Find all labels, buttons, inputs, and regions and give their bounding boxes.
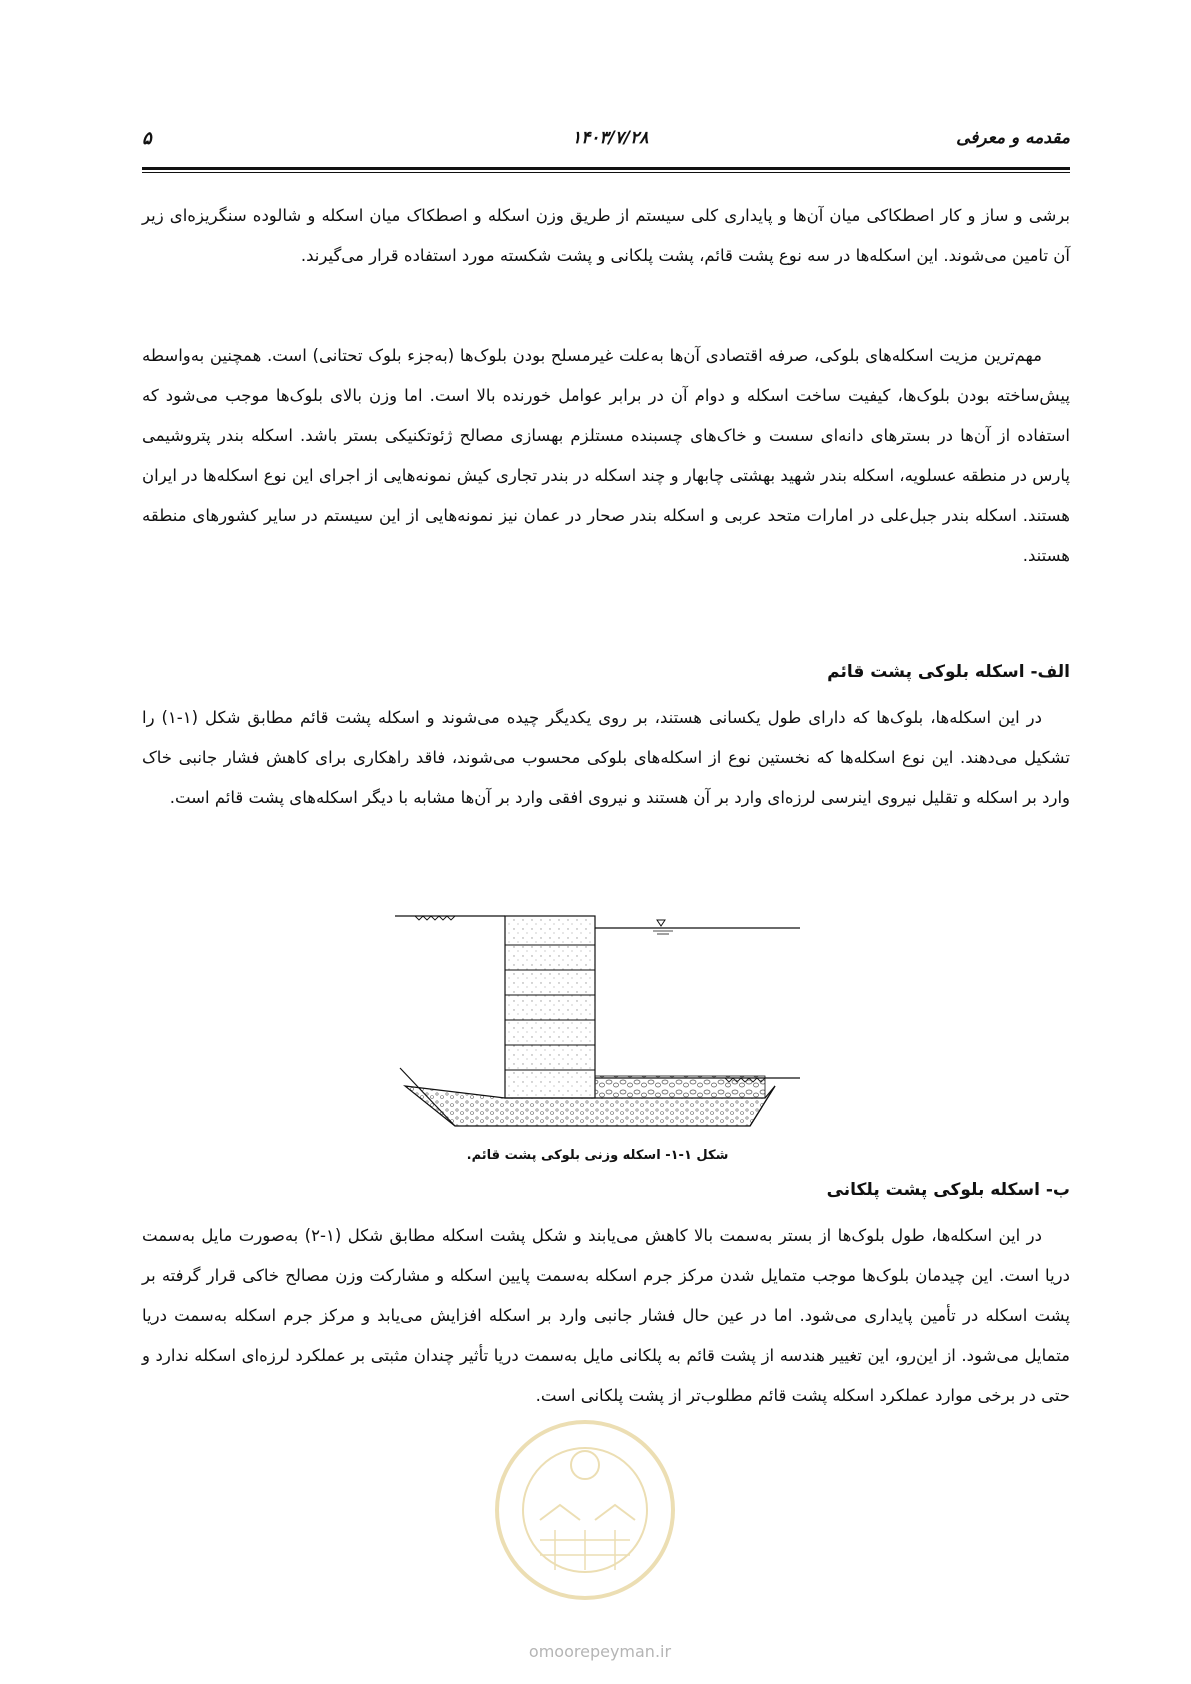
page-header [142,128,1070,158]
quay-wall-figure [395,908,800,1138]
backfill-slope [398,916,505,1038]
seal-logo-icon [485,1400,685,1660]
water-level-symbol [657,920,665,926]
paragraph-2: مهم‌ترین مزیت اسکله‌های بلوکی، صرفه اقتصادی آن‌ها به‌علت غیرمسلح بودن بلوک‌ها (به‌جزء بلوک تحتانی) است. همچنین به‌واسطه پیش‌ساخته بودن بلوک‌ها، کیفیت ساخت اسکله و دوام آن در برابر عوامل خورنده بالا است. اما وزن بالای بلوک‌ها موجب می‌شود که استفاده از آن‌ها در بسترهای دانه‌ای سست و خاک‌های چسبنده مستلزم بهسازی مصالح ژئوتکنیکی بستر باشد. اسکله بندر پتروشیمی پارس در منطقه عسلویه، اسکله بندر شهید بهشتی چابهار و چند اسکله در بندر تجاری کیش نمونه‌هایی از اجرای این نوع اسکله‌ها در ایران هستند. اسکله بندر جبل‌علی در امارات متحد عربی و اسکله بندر صحار در عمان نیز نمونه‌هایی از این سیستم در سایر کشورهای منطقه هستند. [142,346,1070,565]
header-rule-thin [142,172,1070,173]
watermark-site: omoorepeyman.ir [528,1642,672,1661]
header-rule [142,167,1070,170]
toe-protection [595,1076,765,1098]
section-b-heading: ب- اسکله بلوکی پشت پلکانی [826,1180,1070,1200]
section-a-heading: الف- اسکله بلوکی پشت قائم [827,662,1070,682]
header-date: ۱۴۰۳/۷/۲۸ [572,128,649,148]
section-a-paragraph: در این اسکله‌ها، بلوک‌ها که دارای طول یکسانی هستند، بر روی یکدیگر چیده می‌شوند و اسکله پشت قائم مطابق شکل (۱-۱) را تشکیل می‌دهند. این نوع اسکله‌ها که نخستین نوع از اسکله‌های بلوکی محسوب می‌شوند، فاقد راهکاری برای کاهش فشار جانبی خاک وارد بر اسکله و تقلیل نیروی اینرسی لرزه‌ای وارد بر آن هستند و نیروی افقی وارد بر آن‌ها مشابه با دیگر اسکله‌های پشت قائم است. [142,708,1070,807]
page-number: ۵ [142,128,152,149]
figure-caption: شکل ۱-۱- اسکله وزنی بلوکی پشت قائم. [466,1148,729,1163]
chapter-title: مقدمه و معرفی [956,128,1070,148]
paragraph-1: برشی و ساز و کار اصطکاکی میان آن‌ها و پایداری کلی سیستم از طریق وزن اسکله و اصطکاک میان اسکله و شالوده سنگریزه‌ای زیر آن تامین می‌شوند. این اسکله‌ها در سه نوع پشت قائم، پشت پلکانی و پشت شکسته مورد استفاده قرار می‌گیرند. [142,206,1070,265]
block-wall [505,916,595,1098]
section-b-paragraph: در این اسکله‌ها، طول بلوک‌ها از بستر به‌سمت بالا کاهش می‌یابند و شکل پشت اسکله مطابق شکل (۱-۲) به‌صورت مایل به‌سمت دریا است. این چیدمان بلوک‌ها موجب متمایل شدن مرکز جرم اسکله به‌سمت پایین اسکله و مشارکت وزن مصالح خاکی قرار گرفته بر پشت اسکله در تأمین پایداری می‌شود. اما در عین حال فشار جانبی وارد بر اسکله افزایش می‌یابد و مرکز جرم اسکله به‌سمت دریا متمایل می‌شود. از این‌رو، این تغییر هندسه از پشت قائم به پلکانی مایل به‌سمت دریا تأثیر چندان مثبتی بر عملکرد لرزه‌ای اسکله ندارد و حتی در برخی موارد عملکرد اسکله پشت قائم مطلوب‌تر از پشت پلکانی است. [142,1226,1070,1405]
